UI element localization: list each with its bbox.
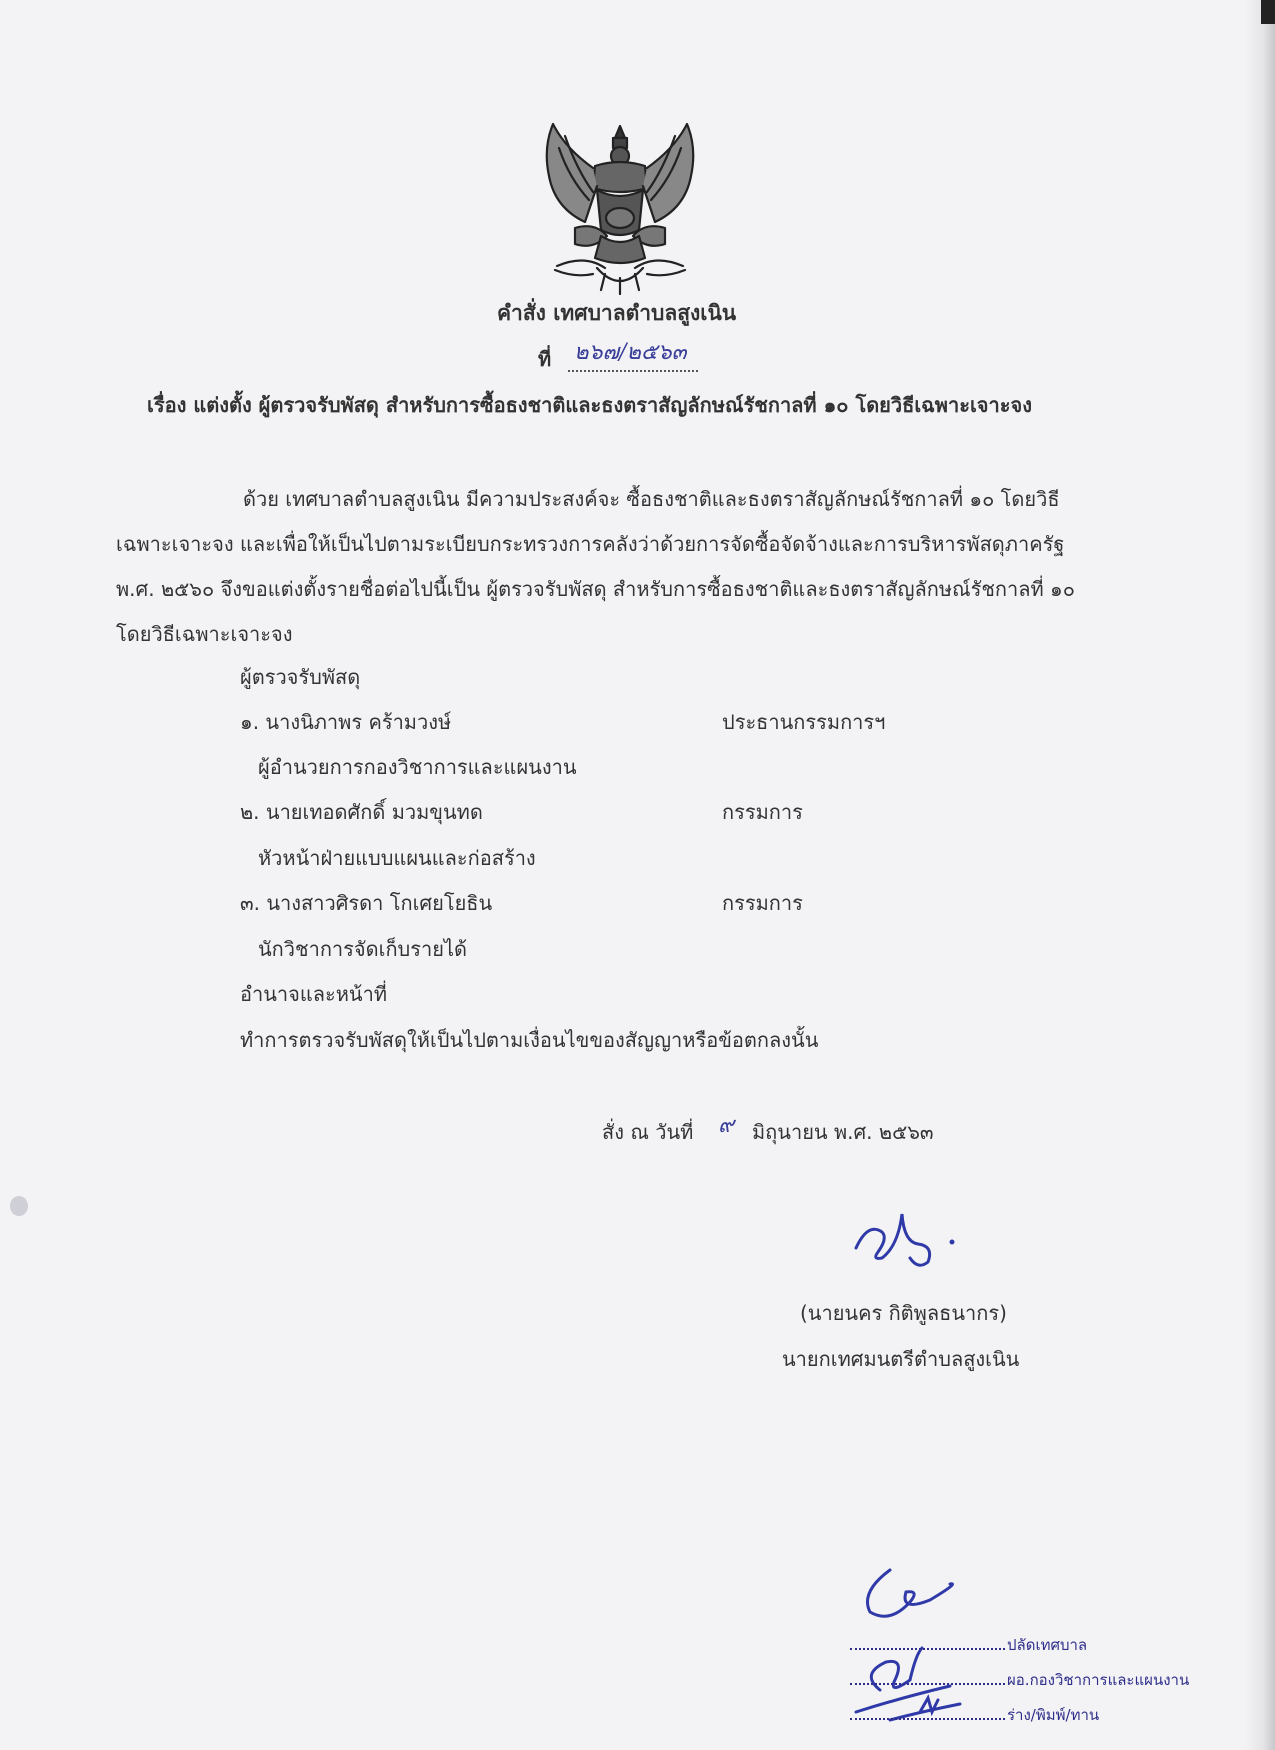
signer-name: (นายนคร กิติพูลธนากร)	[800, 1301, 1007, 1325]
order-month-year: มิถุนายน พ.ศ. ๒๕๖๓	[752, 1120, 934, 1144]
member-position: หัวหน้าฝ่ายแบบแผนและก่อสร้าง	[258, 846, 536, 870]
member-role: ประธานกรรมการฯ	[722, 710, 886, 734]
body-line: พ.ศ. ๒๕๖๐ จึงขอแต่งตั้งรายชื่อต่อไปนี้เป็น ผู้ตรวจรับพัสดุ สำหรับการซื้อธงชาติและธงตราสัญลักษณ์รัชกาลที่ ๑๐	[116, 577, 1075, 601]
routing-line	[850, 1703, 1099, 1727]
order-day: ๙	[718, 1113, 735, 1138]
routing-line	[850, 1633, 1087, 1657]
signer-position: นายกเทศมนตรีตำบลสูงเนิน	[782, 1347, 1020, 1371]
ordered-on-label: สั่ง ณ วันที่	[602, 1120, 694, 1144]
order-title: คำสั่ง เทศบาลตำบลสูงเนิน	[497, 301, 737, 325]
body-paragraph	[116, 477, 1106, 657]
subject-line: เรื่อง แต่งตั้ง ผู้ตรวจรับพัสดุ สำหรับการซื้อธงชาติและธงตราสัญลักษณ์รัชกาลที่ ๑๐ โดยวิธีเฉพาะเจาะจง	[147, 393, 1032, 417]
scan-corner	[1261, 0, 1275, 24]
routing-dots	[850, 1683, 1005, 1685]
member-role: กรรมการ	[722, 891, 803, 915]
duties-heading: อำนาจและหน้าที่	[240, 982, 388, 1006]
routing-label: ร่าง/พิมพ์/ทาน	[1007, 1706, 1100, 1724]
paper-speck	[10, 1196, 28, 1216]
duties-text: ทำการตรวจรับพัสดุให้เป็นไปตามเงื่อนไขของสัญญาหรือข้อตกลงนั้น	[240, 1028, 819, 1052]
order-number-dotted-line	[568, 370, 698, 372]
member-name: ๒. นายเทอดศักดิ์ มวมขุนทด	[240, 800, 483, 824]
body-line: ด้วย เทศบาลตำบลสูงเนิน มีความประสงค์จะ ซื้อธงชาติและธงตราสัญลักษณ์รัชกาลที่ ๑๐ โดยวิธี	[243, 487, 1060, 511]
member-name: ๓. นางสาวศิรดา โกเศยโยธิน	[240, 891, 493, 915]
routing-label: ปลัดเทศบาล	[1007, 1636, 1088, 1654]
body-line: เฉพาะเจาะจง และเพื่อให้เป็นไปตามระเบียบกระทรวงการคลังว่าด้วยการจัดซื้อจัดจ้างและการบริหารพัสดุภาครัฐ	[116, 532, 1065, 556]
member-position: ผู้อำนวยการกองวิชาการและแผนงาน	[258, 755, 577, 779]
routing-dots	[850, 1648, 1005, 1650]
member-name: ๑. นางนิภาพร คร้ามวงษ์	[240, 710, 452, 734]
member-role: กรรมการ	[722, 800, 803, 824]
page-edge-shadow	[1245, 0, 1275, 1750]
body-line: โดยวิธีเฉพาะเจาะจง	[116, 622, 293, 646]
member-position: นักวิชาการจัดเก็บรายได้	[258, 937, 467, 961]
order-number-label: ที่	[538, 347, 552, 371]
routing-label: ผอ.กองวิชาการและแผนงาน	[1007, 1671, 1190, 1689]
garuda-emblem-icon	[535, 118, 705, 296]
order-number-value: ๒๖๗/๒๕๖๓	[574, 340, 687, 365]
committee-heading: ผู้ตรวจรับพัสดุ	[240, 665, 361, 689]
routing-line	[850, 1668, 1189, 1692]
mayor-signature	[848, 1202, 958, 1272]
routing-dots	[850, 1718, 1005, 1720]
